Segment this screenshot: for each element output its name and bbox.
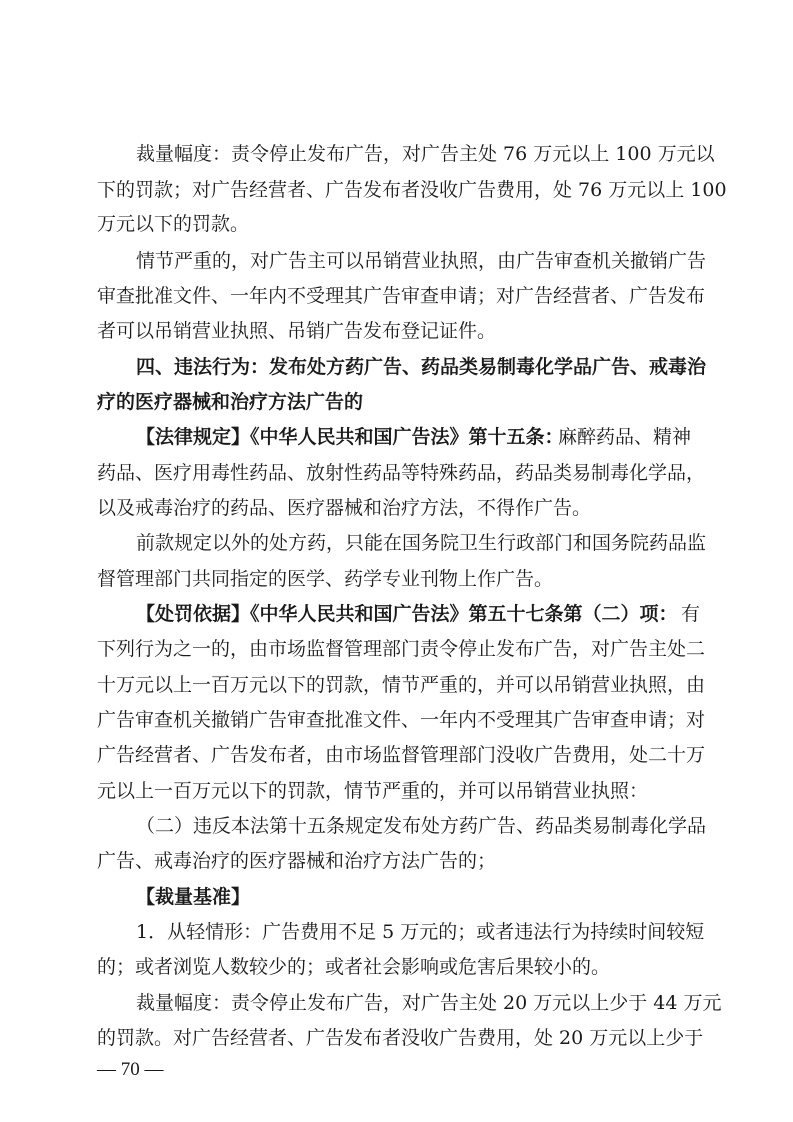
penalty-basis-label: 【处罚依据】《中华人民共和国广告法》第五十七条第（二）项： [136, 603, 678, 625]
document-page: 裁量幅度：责令停止发布广告，对广告主处 76 万元以上 100 万元以 下的罚款；对广告经营者、广告发布者没收广告费用，处 76 万元以上 100 万元以下的罚款。 情节严重的，对广告主可以吊销营业执照，由广告审查机关撤销广告 审查批准文件、一年内不受理其广告审查申请；对广告经营者、广告发布 者可以吊销营业执照、吊销广告发布登记证件。 四、违法行为：发布处方药广告、药品类易制毒化学品广告、戒毒治 疗的医疗器械和治疗方法广告的 【法律规定】《中华人民共和国广告法》第十五条： 麻醉药品、精神 药品、医疗用毒性药品、放射性药品等特殊药品，药品类易制毒化学品， 以及戒毒治疗的药品、医疗器械和治疗方法，不得作广告。 前款规定以外的处方药，只能在国务院卫生行政部门和国务院药品监 督管理部门共同指定的医学、药学专业刊物上作广告。 【处罚依据】《中华人民共和国广告法》第五十七条第（二）项： 有 下列行为之一的，由市场监督管理部门责令停止发布广告，对广告主处二 十万元以上一百万元以下的罚款，情节严重的，并可以吊销营业执照，由 广告审查机关撤销广告审查批准文件、一年内不受理其广告审查申请；对 广告经营者、广告发布者，由市场监督管理部门没收广告费用，处二十万 元以上一百万元以下的罚款，情节严重的，并可以吊销营业执照： （二）违反本法第十五条规定发布处方药广告、药品类易制毒化学品 广告、戒毒治疗的医疗器械和治疗方法广告的； 【裁量基准】 1．从轻情形：广告费用不足 5 万元的；或者违法行为持续时间较短 的；或者浏览人数较少的；或者社会影响或危害后果较小的。 裁量幅度：责令停止发布广告，对广告主处 20 万元以上少于 44 万元 的罚款。对广告经营者、广告发布者没收广告费用，处 20 万元以上少于 — 70 — [97, 143, 727, 1080]
law-provision-label: 【法律规定】《中华人民共和国广告法》第十五条： [136, 426, 564, 448]
page-number: — 70 — [97, 1059, 164, 1080]
